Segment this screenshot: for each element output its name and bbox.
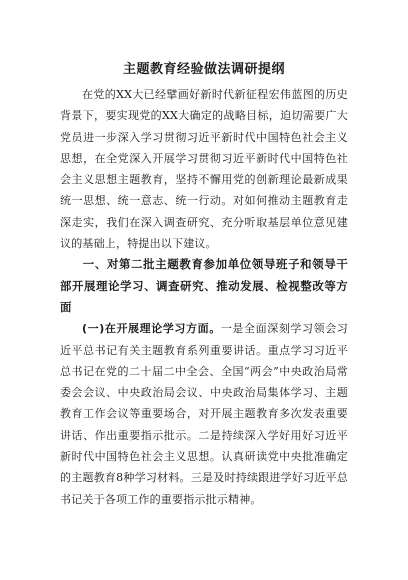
subsection-paragraph: [60, 318, 348, 510]
section-heading: 一、对第二批主题教育参加单位领导班子和领导干部开展理论学习、调查研究、推动发展、检视整改等方面: [60, 257, 348, 314]
subsection-body: 一是全面深刻学习领会习近平总书记有关主题教育系列重要讲话。重点学习习近平总书记在党的二十届二中全会、全国“两会”中央政治局常委会会议、中央政治局会议、中央政治局集体学习、主题教育工作会议等重要场合，对开展主题教育多次发表重要讲话、作出重要指示批示。二是持续深入学好用好习近平新时代中国特色社会主义思想。认真研读党中央批准确定的主题教育8种学习材料。三是及时持续跟进学好习近平总书记关于各项工作的重要指示批示精神。: [60, 322, 349, 506]
document-body: [60, 84, 348, 510]
document-title: 主题教育经验做法调研提纲: [122, 62, 285, 77]
subsection-lead: (一)在开展理论学习方面。: [82, 322, 221, 336]
intro-paragraph: 在党的XX大已经擘画好新时代新征程宏伟蓝图的历史背景下，要实现党的XX大确定的战略目标，迫切需要广大党员进一步深入学习贯彻习近平新时代中国特色社会主义思想，在全党深入开展学习贯彻习近平新时代中国特色社会主义思想主题教育，坚持不懈用党的创新理论最新成果统一思想、统一意志、统一行动。对如何推动主题教育走深走实，我们在深入调查研究、充分听取基层单位意见建议的基础上，特提出以下建议。: [60, 88, 348, 251]
